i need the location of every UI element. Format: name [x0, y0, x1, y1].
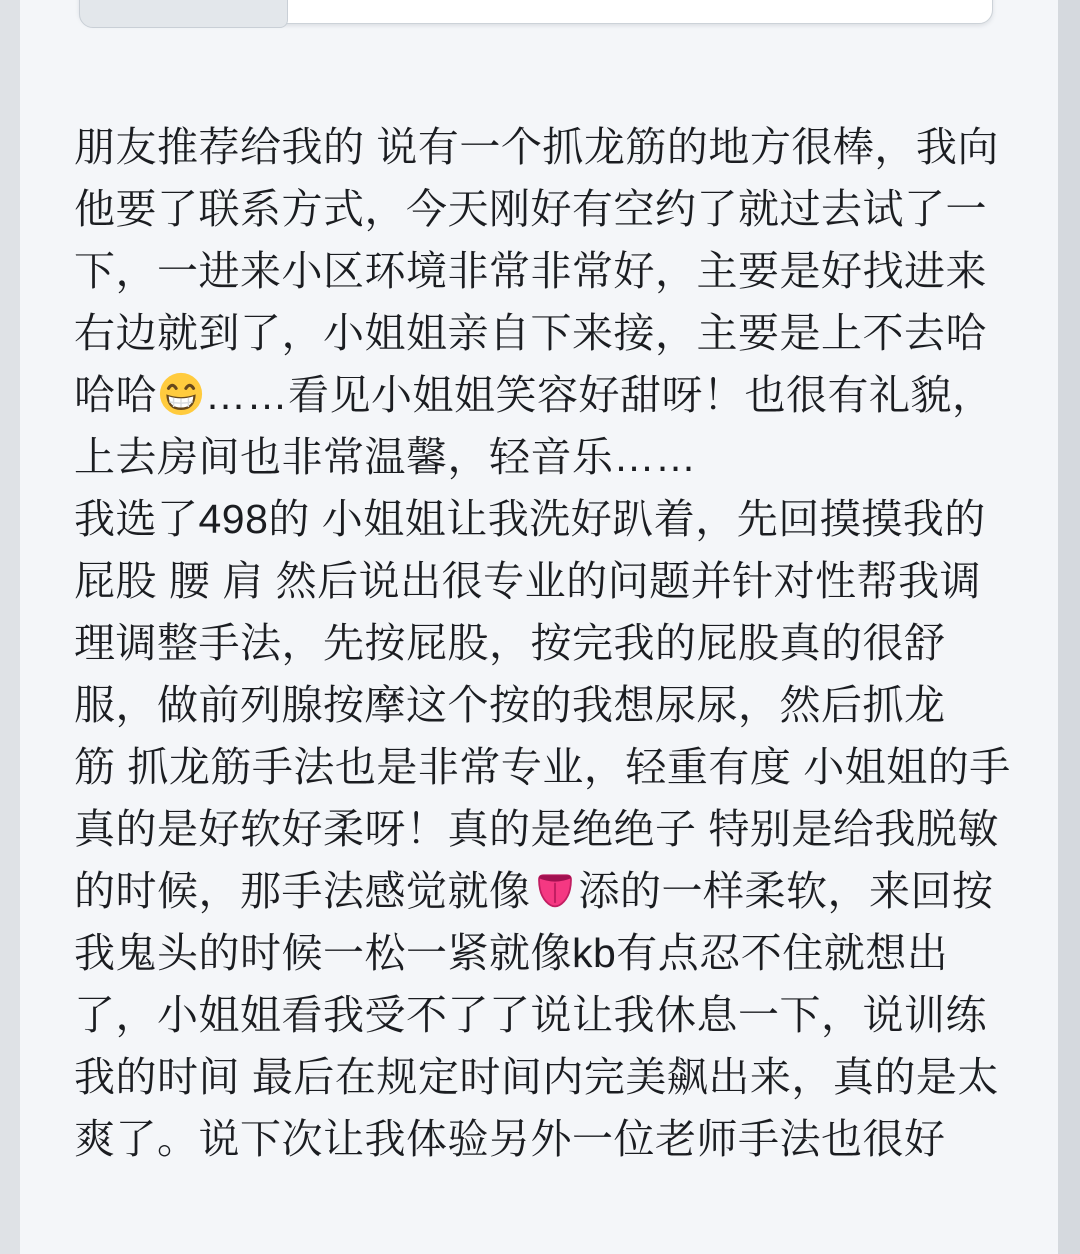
input-bar-selector-segment[interactable]: [79, 0, 288, 28]
post-text-line: 下，一进来小区环境非常非常好，主要是好找进来: [74, 248, 987, 294]
beaming-face-emoji: [158, 371, 204, 417]
left-page-edge: [0, 0, 20, 1254]
post-text-line: 我的时间 最后在规定时间内完美飙出来，真的是太: [74, 1054, 999, 1100]
post-text-line: 哈哈 ……看见小姐姐笑容好甜呀！也很有礼貌，: [74, 372, 994, 418]
post-text-line: 我鬼头的时候一松一紧就像kb有点忍不住就想出: [74, 930, 949, 976]
post-text-line: 右边就到了，小姐姐亲自下来接，主要是上不去哈: [74, 310, 987, 356]
post-text-line: 他要了联系方式，今天刚好有空约了就过去试了一: [74, 186, 987, 232]
post-text-line: 朋友推荐给我的 说有一个抓龙筋的地方很棒，我向: [74, 124, 999, 170]
post-content: [74, 116, 1011, 1170]
post-text-line: 了，小姐姐看我受不了了说让我休息一下，说训练: [74, 992, 987, 1038]
post-text-line: 屁股 腰 肩 然后说出很专业的问题并针对性帮我调: [74, 558, 982, 604]
post-text-line: 爽了。说下次让我体验另外一位老师手法也很好: [74, 1116, 946, 1162]
post-text-line: 筋 抓龙筋手法也是非常专业，轻重有度 小姐姐的手: [74, 744, 1011, 790]
tongue-emoji: [532, 867, 578, 913]
post-text-line: 服，做前列腺按摩这个按的我想尿尿，然后抓龙: [74, 682, 946, 728]
post-text-line: 真的是好软好柔呀！真的是绝绝子 特别是给我脱敏: [74, 806, 999, 852]
post-text-line: 上去房间也非常温馨，轻音乐……: [74, 434, 697, 480]
post-text-line: 我选了498的 小姐姐让我洗好趴着，先回摸摸我的: [74, 496, 986, 542]
post-text-line: 理调整手法，先按屁股，按完我的屁股真的很舒: [74, 620, 946, 666]
post-text-line: 的时候，那手法感觉就像 添的一样柔软，来回按: [74, 868, 994, 914]
right-page-edge: [1058, 0, 1080, 1254]
